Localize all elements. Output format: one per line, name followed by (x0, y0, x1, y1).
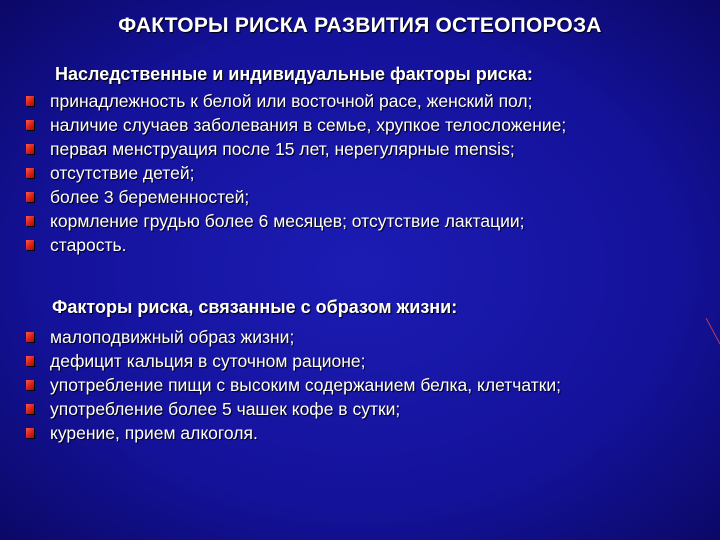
bullet-square-icon (26, 168, 34, 178)
list-item-text: дефицит кальция в суточном рационе; (50, 351, 366, 371)
bullet-square-icon (26, 356, 34, 366)
bullet-square-icon (26, 120, 34, 130)
list-item (20, 421, 561, 445)
list-item-text: первая менструация после 15 лет, нерегулярные mensis; (50, 139, 515, 159)
list-item (20, 137, 566, 161)
bullet-square-icon (26, 428, 34, 438)
bullet-square-icon (26, 240, 34, 250)
hereditary-risk-list (20, 89, 566, 257)
bullet-square-icon (26, 192, 34, 202)
bullet-square-icon (26, 404, 34, 414)
list-item (20, 161, 566, 185)
list-item (20, 113, 566, 137)
bullet-square-icon (26, 96, 34, 106)
section-heading-hereditary: Наследственные и индивидуальные факторы риска: (55, 64, 533, 84)
list-item (20, 185, 566, 209)
list-item-text: принадлежность к белой или восточной расе, женский пол; (50, 91, 533, 111)
list-item (20, 373, 561, 397)
list-item-text: наличие случаев заболевания в семье, хрупкое телосложение; (50, 115, 567, 135)
lifestyle-risk-list (20, 325, 561, 445)
decorative-line (706, 318, 720, 358)
bullet-square-icon (26, 216, 34, 226)
list-item-text: более 3 беременностей; (50, 187, 250, 207)
list-item-text: малоподвижный образ жизни; (50, 327, 295, 347)
list-item-text: кормление грудью более 6 месяцев; отсутствие лактации; (50, 211, 525, 231)
section-heading-lifestyle: Факторы риска, связанные с образом жизни: (52, 297, 458, 317)
bullet-square-icon (26, 144, 34, 154)
list-item (20, 89, 566, 113)
list-item (20, 325, 561, 349)
slide-title: ФАКТОРЫ РИСКА РАЗВИТИЯ ОСТЕОПОРОЗА (118, 14, 602, 37)
list-item (20, 349, 561, 373)
bullet-square-icon (26, 380, 34, 390)
bullet-square-icon (26, 332, 34, 342)
list-item-text: отсутствие детей; (50, 163, 195, 183)
list-item-text: старость. (50, 235, 127, 255)
list-item-text: употребление более 5 чашек кофе в сутки; (50, 399, 401, 419)
list-item-text: курение, прием алкоголя. (50, 423, 258, 443)
list-item-text: употребление пищи с высоким содержанием белка, клетчатки; (50, 375, 562, 395)
list-item (20, 397, 561, 421)
list-item (20, 209, 566, 233)
list-item (20, 233, 566, 257)
